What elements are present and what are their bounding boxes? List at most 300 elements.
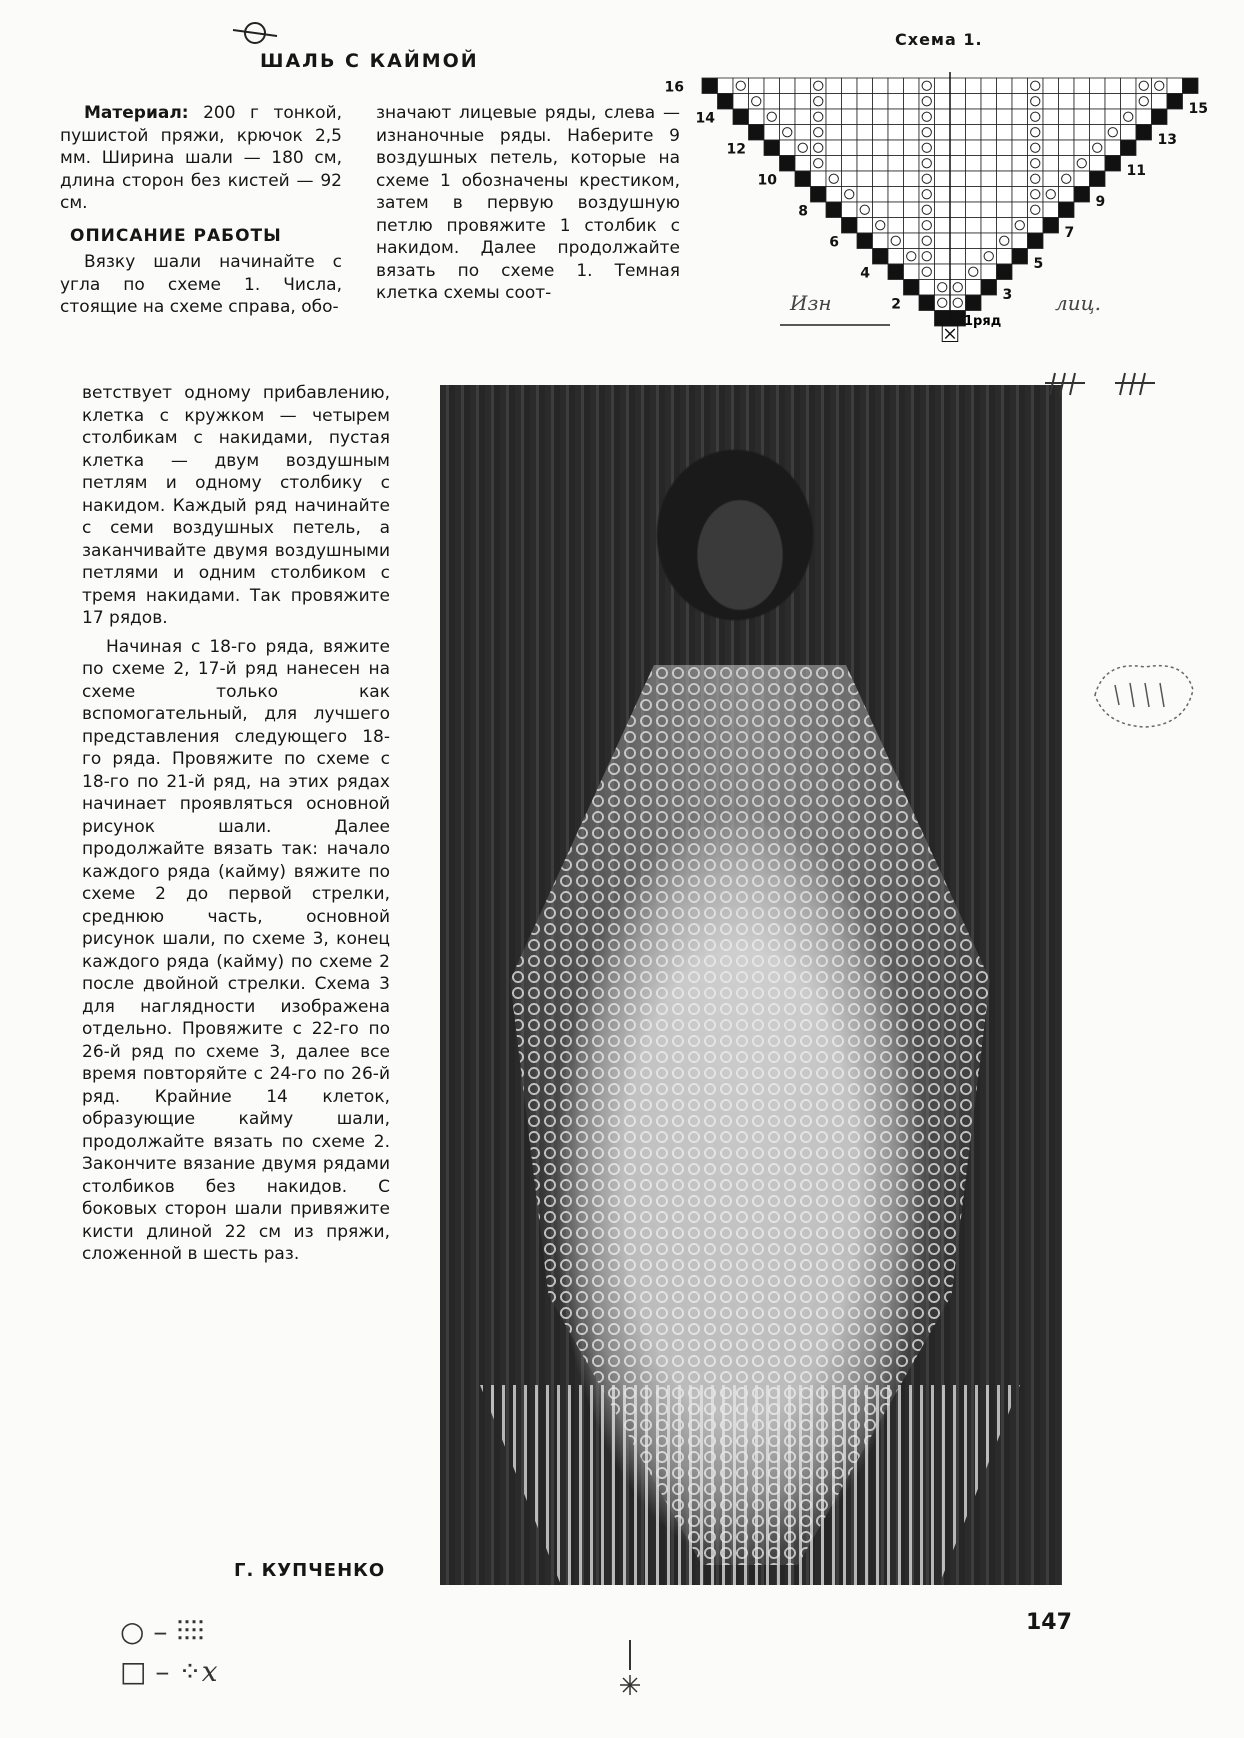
increase-cell [1152,109,1168,125]
scheme-cell [1043,78,1059,94]
scheme-cell [904,233,920,249]
scheme-cell [966,187,982,203]
scheme-cell [795,156,811,172]
scheme-cell [873,156,889,172]
increase-cell [764,140,780,156]
scheme-cell [1028,202,1044,218]
scheme-cell [842,94,858,110]
row-label-right: 13 [1157,132,1177,148]
row-label-left: 6 [829,234,839,251]
scheme-cell [811,140,827,156]
scheme-cell [888,94,904,110]
scheme-cell [795,78,811,94]
scheme-caption: Схема 1. [895,30,983,49]
scheme-cell [811,78,827,94]
scheme-cell [904,125,920,141]
scheme-cell [1105,109,1121,125]
scheme-cell [950,125,966,141]
scheme-cell [1136,94,1152,110]
scheme-cell [1074,125,1090,141]
scheme-cell [795,140,811,156]
scheme-cell [842,125,858,141]
scheme-cell [950,249,966,265]
scheme-cell [888,156,904,172]
scheme-cell [981,187,997,203]
scheme-cell [966,156,982,172]
row-label-right: 3 [1002,287,1013,303]
scheme-cell [780,140,796,156]
scheme-cell [1012,156,1028,172]
scheme-cell [919,249,935,265]
scheme-cell [1090,109,1106,125]
scheme-cell [981,233,997,249]
scheme-cell [1012,78,1028,94]
scheme-cell [966,109,982,125]
scheme-cell [919,125,935,141]
scheme-cell [997,249,1013,265]
scheme-cell [873,187,889,203]
scheme-cell [733,94,749,110]
row-label-right: 5 [1033,256,1044,272]
material-text: 200 г тонкой, пушистой пряжи, крючок 2,5 мм. Ширина шали — 180 см, длина сторон без кистей — 92 см. [60,103,342,213]
scheme-cell [842,156,858,172]
scheme-cell [780,125,796,141]
scheme-cell [950,202,966,218]
scheme-cell [1136,109,1152,125]
scheme-cell [873,78,889,94]
scheme-cell [997,202,1013,218]
handwritten-legend-square: □ – ⁘𝑥 [120,1655,218,1688]
scheme-cell [1059,187,1075,203]
scheme-cell [997,218,1013,234]
increase-cell [702,78,718,94]
scheme-cell [888,249,904,265]
hand-note-right: лиц. [1055,291,1101,315]
increase-cell [1105,156,1121,172]
scheme-cell [1012,202,1028,218]
scheme-cell [1028,156,1044,172]
row-label-left: 16 [664,79,684,96]
increase-cell [1136,125,1152,141]
row-label-left: 4 [860,265,870,282]
scheme-cell [997,156,1013,172]
column-2-paragraph: значают лицевые ряды, слева — изнаночные ряды. Наберите 9 воздушных петель, которые на схеме 1 обозначены крестиком, затем в первую воздушную петлю провяжите 1 столбик с накидом. Далее продолжайте вязать по схеме 1. Темная клетка схемы соот- [376,103,680,303]
handwritten-legend-circle: ○ – ⫶⫶⫶⫶ [120,1615,205,1648]
increase-cell [888,264,904,280]
scheme-cell [966,202,982,218]
scheme-cell [1105,94,1121,110]
scheme-cell [888,78,904,94]
scheme-cell [1152,94,1168,110]
scheme-cell [826,78,842,94]
scheme-cell [950,264,966,280]
scheme-cell [1090,125,1106,141]
page-number: 147 [1026,1610,1072,1635]
scheme-cell [873,171,889,187]
row-label-right: 15 [1188,101,1208,117]
scheme-cell [935,156,951,172]
increase-cell [1183,78,1199,94]
scheme-cell [1059,125,1075,141]
row-label-left: 10 [757,172,777,189]
scheme-cell [1090,156,1106,172]
scheme-cell [811,125,827,141]
scheme-cell [826,156,842,172]
increase-cell [733,109,749,125]
scheme-cell [1012,218,1028,234]
scheme-cell [981,202,997,218]
increase-cell [1074,187,1090,203]
author: Г. КУПЧЕНКО [234,1560,386,1581]
scheme-cell [811,109,827,125]
scheme-cell [935,78,951,94]
scheme-cell [966,171,982,187]
scheme-cell [1167,78,1183,94]
text-column-2 [376,102,680,305]
material-label: Материал: [84,103,189,123]
scheme-cell [904,202,920,218]
increase-cell [981,280,997,296]
increase-cell [749,125,765,141]
row-label-left: 8 [798,203,808,220]
scheme-cell [904,140,920,156]
row-label-right: 7 [1064,225,1075,241]
scheme-cell [780,94,796,110]
scheme-cell [966,125,982,141]
scheme-cell [1121,109,1137,125]
scheme-cell [919,280,935,296]
scheme-cell [904,264,920,280]
scheme-cell [950,140,966,156]
scheme-cell [919,94,935,110]
scheme-cell [981,218,997,234]
increase-cell [904,280,920,296]
scheme-cell [780,109,796,125]
scheme-cell [1059,109,1075,125]
scheme-cell [950,280,966,296]
scheme-cell [857,187,873,203]
scheme-cell [1028,218,1044,234]
scheme-cell [950,187,966,203]
scheme-cell [1121,94,1137,110]
scheme-1-diagram [664,60,1220,350]
scheme-cell [1012,125,1028,141]
scheme-cell [1043,187,1059,203]
scheme-cell [981,249,997,265]
scheme-cell [842,202,858,218]
scheme-cell [1059,156,1075,172]
scheme-cell [811,94,827,110]
scheme-cell [935,280,951,296]
scheme-cell [857,218,873,234]
scheme-cell [919,156,935,172]
scheme-cell [966,249,982,265]
scheme-cell [966,264,982,280]
increase-cell [935,311,951,327]
scheme-cell [857,202,873,218]
row-label-right: 9 [1095,194,1106,210]
scheme-cell [935,140,951,156]
scheme-cell [1028,140,1044,156]
scheme-cell [1043,94,1059,110]
scheme-cell [935,218,951,234]
scheme-cell [1012,109,1028,125]
increase-cell [826,202,842,218]
scheme-cell [857,156,873,172]
scheme-cell [981,94,997,110]
scheme-cell [1121,78,1137,94]
scheme-cell [873,233,889,249]
scheme-cell [935,295,951,311]
scheme-cell [997,140,1013,156]
scheme-cell [888,140,904,156]
scheme-grid [702,72,1198,342]
handwritten-star-bottom [610,1640,650,1700]
material-paragraph [60,102,342,215]
scheme-cell [904,249,920,265]
increase-cell [919,295,935,311]
scheme-cell [997,109,1013,125]
scheme-cell [919,140,935,156]
scheme-cell [935,233,951,249]
scheme-cell [873,109,889,125]
scheme-cell [1028,125,1044,141]
scheme-cell [749,109,765,125]
scheme-cell [1074,140,1090,156]
scheme-cell [935,187,951,203]
scheme-cell [842,78,858,94]
scheme-cell [826,94,842,110]
scheme-cell [1105,78,1121,94]
scheme-cell [888,218,904,234]
scheme-cell [981,78,997,94]
increase-cell [966,295,982,311]
scheme-cell [1074,156,1090,172]
scheme-cell [904,78,920,94]
scheme-cell [997,171,1013,187]
row-label-left: 2 [891,296,901,313]
section-heading: ОПИСАНИЕ РАБОТЫ [70,225,282,246]
scheme-cell [1074,94,1090,110]
scheme-cell [733,78,749,94]
scheme-cell [826,140,842,156]
scheme-cell [1136,78,1152,94]
increase-cell [1043,218,1059,234]
scheme-cell [1043,171,1059,187]
increase-cell [842,218,858,234]
scheme-cell [904,156,920,172]
scheme-cell [966,78,982,94]
scheme-cell [842,171,858,187]
scheme-cell [950,295,966,311]
scheme-cell [749,94,765,110]
increase-cell [1121,140,1137,156]
scheme-cell [764,109,780,125]
scheme-cell [904,94,920,110]
scheme-cell [1043,156,1059,172]
scheme-cell [981,109,997,125]
scheme-cell [904,171,920,187]
scheme-cell [857,94,873,110]
scheme-cell [935,249,951,265]
increase-cell [718,94,734,110]
scheme-cell [857,78,873,94]
shawl-fringe [480,1385,1020,1585]
scheme-cell [935,125,951,141]
scheme-cell [1012,187,1028,203]
scheme-cell [981,125,997,141]
increase-cell [780,156,796,172]
scheme-cell [1043,125,1059,141]
scheme-cell [888,202,904,218]
scheme-cell [1059,78,1075,94]
scheme-cell [935,202,951,218]
scheme-cell [950,78,966,94]
text-column-1 [60,102,342,319]
hand-note-left: Изн [790,291,832,315]
scheme-cell [919,78,935,94]
scheme-cell [904,187,920,203]
scheme-cell [780,78,796,94]
scheme-cell [1012,94,1028,110]
scheme-cell [997,78,1013,94]
scheme-cell [919,218,935,234]
scheme-cell [950,109,966,125]
scheme-cell [1028,171,1044,187]
scheme-cell [1090,78,1106,94]
scheme-cell [1043,202,1059,218]
scheme-cell [919,202,935,218]
scheme-cell [764,94,780,110]
scheme-cell [950,156,966,172]
scheme-cell [919,109,935,125]
row-label-left: 12 [726,141,746,158]
increase-cell [873,249,889,265]
scheme-cell [857,140,873,156]
scheme-cell [842,187,858,203]
scheme-cell [1152,78,1168,94]
scheme-cell [888,233,904,249]
handwritten-mark-top [225,18,285,48]
scheme-cell [935,171,951,187]
scheme-cell [764,78,780,94]
scheme-cell [1028,78,1044,94]
text-column-3 [82,382,390,1266]
scheme-cell [857,125,873,141]
scheme-cell [919,264,935,280]
scheme-cell [1105,140,1121,156]
column-3-paragraph-1: ветствует одному прибавлению, клетка с кружком — четырем столбикам с накидами, пустая клетка — двум воздушным петлям и одному столбику с накидом. Каждый ряд начинайте с семи воздушных петель, а заканчивайте двумя воздушными петлями и одним столбиком с тремя накидами. Так провяжите 17 рядов. [82,383,390,628]
first-row-label: 1ряд [964,314,1002,329]
scheme-cell [1105,125,1121,141]
intro-paragraph: Вязку шали начинайте с угла по схеме 1. Числа, стоящие на схеме справа, обо- [60,252,342,317]
scheme-cell [1028,109,1044,125]
increase-cell [1012,249,1028,265]
scheme-cell [826,125,842,141]
scheme-cell [935,264,951,280]
scheme-cell [935,109,951,125]
increase-cell [811,187,827,203]
scheme-cell [842,109,858,125]
shawl-photo [440,385,1062,1585]
scheme-cell [935,94,951,110]
column-3-paragraph-2: Начиная с 18-го ряда, вяжите по схеме 2, 17-й ряд нанесен на схеме только как вспомогательный, для лучшего представления следующего 18-го ряда. Провяжите по схеме с 18-го по 21-й ряд, на этих рядах начинает проявляться основной рисунок шали. Далее продолжайте вязать так: начало каждого ряда (кайму) вяжите по схеме 2 до первой стрелки, среднюю часть, основной рисунок шали, по схеме 3, конец каждого ряда (кайму) по схеме 2 после двойной стрелки. Схема 3 для наглядности изображена отдельно. Провяжите с 22-го по 26-й ряд по схеме 3, далее все время повторяйте с 24-го по 26-й ряд. Крайние 14 клеток, образующие кайму шали, продолжайте вязать по схеме 2. Закончите вязание двумя рядами столбиков без накидов. С боковых сторон шали привяжите кисти длиной 22 см из пряжи, сложенной в шесть раз. [82,636,390,1264]
scheme-cell [811,171,827,187]
scheme-cell [919,233,935,249]
scheme-cell [904,109,920,125]
scheme-cell [873,94,889,110]
handwritten-sketch-right [1085,655,1205,735]
scheme-cell [950,94,966,110]
scheme-cell [1074,78,1090,94]
scheme-cell [1059,140,1075,156]
scheme-cell [981,140,997,156]
scheme-cell [1012,171,1028,187]
scheme-cell [1043,109,1059,125]
scheme-cell [966,233,982,249]
scheme-cell [811,156,827,172]
scheme-cell [981,171,997,187]
row-label-right: 11 [1126,163,1146,179]
scheme-cell [966,280,982,296]
scheme-cell [997,187,1013,203]
scheme-cell [873,202,889,218]
scheme-cell [888,125,904,141]
scheme-cell [1074,171,1090,187]
scheme-cell [966,140,982,156]
scheme-cell [1074,109,1090,125]
article-title: ШАЛЬ С КАЙМОЙ [260,50,479,72]
scheme-cell [997,94,1013,110]
scheme-cell [718,78,734,94]
scheme-cell [1090,140,1106,156]
row-label-left: 14 [695,110,715,127]
increase-cell [857,233,873,249]
scheme-cell [950,171,966,187]
scheme-cell [1090,94,1106,110]
scheme-cell [1059,94,1075,110]
scheme-cell [826,171,842,187]
increase-cell [1059,202,1075,218]
scheme-cell [981,156,997,172]
increase-cell [997,264,1013,280]
scheme-cell [1043,140,1059,156]
scheme-cell [795,94,811,110]
increase-cell [1090,171,1106,187]
scheme-cell [1121,125,1137,141]
scheme-cell [966,218,982,234]
scheme-cell [873,218,889,234]
increase-cell [795,171,811,187]
scheme-cell [950,218,966,234]
scheme-cell [997,125,1013,141]
scheme-cell [1012,140,1028,156]
handwritten-marks-right [1045,365,1195,405]
scheme-cell [795,109,811,125]
scheme-cell [826,187,842,203]
scheme-cell [1028,94,1044,110]
scheme-cell [857,109,873,125]
scheme-cell [1059,171,1075,187]
scheme-cell [904,218,920,234]
scheme-cell [764,125,780,141]
scheme-cell [919,171,935,187]
increase-cell [1028,233,1044,249]
scheme-cell [873,125,889,141]
scheme-cell [826,109,842,125]
scheme-cell [1028,187,1044,203]
scheme-cell [888,171,904,187]
